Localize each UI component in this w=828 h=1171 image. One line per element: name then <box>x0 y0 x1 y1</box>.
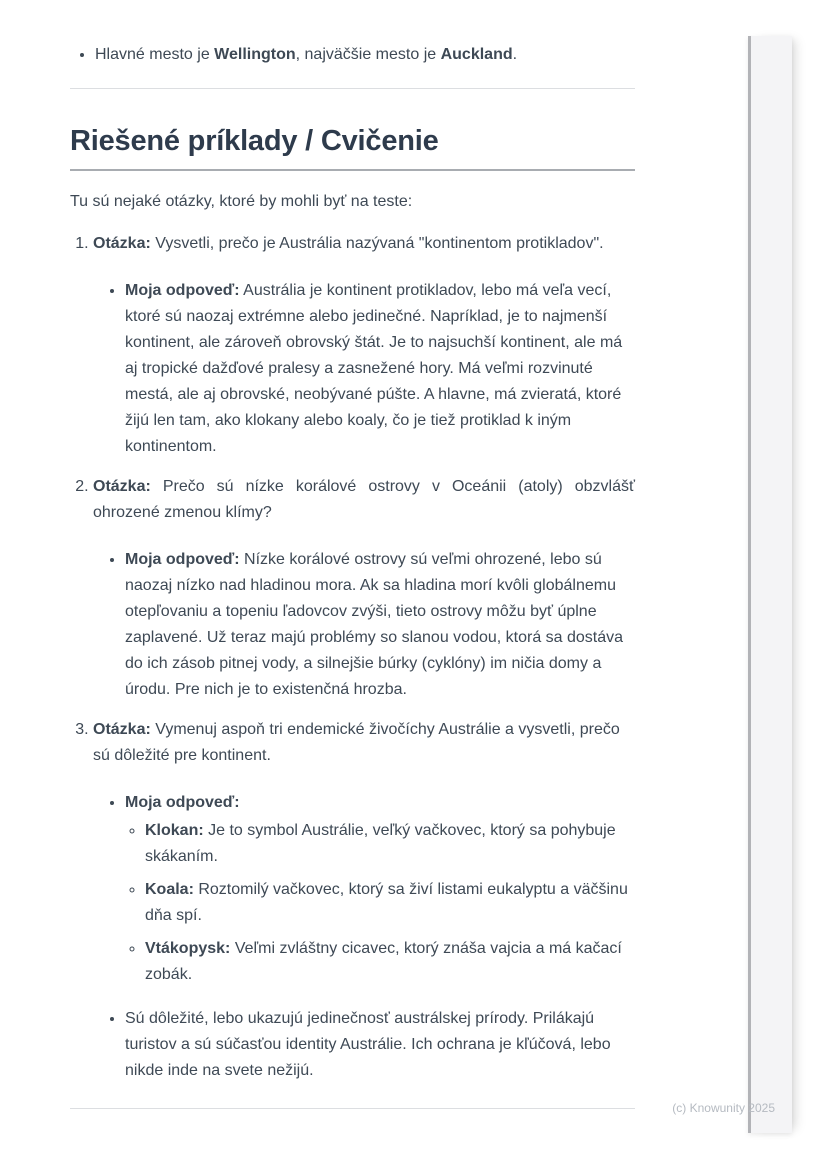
intro-list <box>70 42 635 68</box>
answer-list-1 <box>93 278 635 460</box>
sub-item-klokan-text: Je to symbol Austrálie, veľký vačkovec, ktorý sa pohybuje skákaním. <box>145 822 616 865</box>
document-content <box>70 0 635 1109</box>
section-divider-bottom <box>70 1108 635 1109</box>
answer-3-extra-text: Sú dôležité, lebo ukazujú jedinečnosť austrálskej prírody. Prilákajú turistov a sú súčasťou identity Austrálie. Ich ochrana je kľúčová, lebo nikde inde na svete nežijú. <box>125 1010 611 1079</box>
question-2-text: Prečo sú nízke korálové ostrovy v Oceánii (atoly) obzvlášť ohrozené zmenou klímy? <box>93 478 635 521</box>
term-largest-city: Auckland <box>440 46 513 63</box>
sub-item-koala-text: Roztomilý vačkovec, ktorý sa živí listami eukalyptu a väčšinu dňa spí. <box>145 881 628 924</box>
answer-item-2 <box>125 547 635 703</box>
sub-item-koala-label: Koala: <box>145 881 194 898</box>
answer-list-3 <box>93 790 635 1084</box>
answer-1-text: Austrália je kontinent protikladov, lebo má veľa vecí, ktoré sú naozaj extrémne alebo jedinečné. Napríklad, je to najmenší kontinent, ale zároveň obrovský štát. Je to najsuchší kontinent, ale má aj tropické dažďové pralesy a zasnežené hory. Má veľmi rozvinuté mestá, ale aj obrovské, neobývané púšte. A hlavne, má zvieratá, ktoré žijú len tam, ako klokany alebo koaly, čo je tiež protiklad k iným kontinentom. <box>125 282 623 455</box>
answer-3-label: Moja odpoveď: <box>125 794 240 811</box>
sub-item-klokan <box>145 818 635 870</box>
answer-item-1 <box>125 278 635 460</box>
animals-sub-list <box>125 818 635 988</box>
section-divider-top <box>70 88 635 89</box>
question-item-3 <box>93 717 635 1084</box>
term-capital-city: Wellington <box>214 46 296 63</box>
intro-text-mid: , najväčšie mesto je <box>295 46 441 63</box>
lead-paragraph: Tu sú nejaké otázky, ktoré by mohli byť na teste: <box>70 193 413 210</box>
answer-list-2 <box>93 547 635 703</box>
question-1-label: Otázka: <box>93 235 151 252</box>
answer-2-label: Moja odpoveď: <box>125 551 240 568</box>
sub-item-vtakopysk-text: Veľmi zvláštny cicavec, ktorý znáša vajcia a má kačací zobák. <box>145 940 622 983</box>
question-item-2 <box>93 474 635 703</box>
answer-1-label: Moja odpoveď: <box>125 282 240 299</box>
heading-underline <box>70 169 635 171</box>
answer-item-3 <box>125 790 635 988</box>
scrollbar[interactable] <box>748 36 792 1133</box>
question-item-1 <box>93 231 635 460</box>
sub-item-vtakopysk-label: Vtákopysk: <box>145 940 231 957</box>
copyright-footer: (c) Knowunity 2025 <box>672 1101 775 1115</box>
question-1-text: Vysvetli, prečo je Austrália nazývaná "kontinentom protikladov". <box>150 235 604 252</box>
intro-text-pre: Hlavné mesto je <box>95 46 215 63</box>
intro-list-item <box>95 42 635 68</box>
intro-text-end: . <box>512 46 518 63</box>
questions-list <box>70 231 635 1084</box>
page-title: Riešené príklady / Cvičenie <box>70 125 439 157</box>
sub-item-klokan-label: Klokan: <box>145 822 204 839</box>
sub-item-koala <box>145 877 635 929</box>
sub-item-vtakopysk <box>145 936 635 988</box>
question-3-text: Vymenuj aspoň tri endemické živočíchy Austrálie a vysvetli, prečo sú dôležité pre kontinent. <box>93 721 620 764</box>
answer-item-3-extra <box>125 1006 635 1084</box>
question-2-label: Otázka: <box>93 478 151 495</box>
answer-2-text: Nízke korálové ostrovy sú veľmi ohrozené, lebo sú naozaj nízko nad hladinou mora. Ak sa hladina morí kvôli globálnemu otepľovaniu a topeniu ľadovcov zvýši, tieto ostrovy môžu byť úplne zaplavené. Už teraz majú problémy so slanou vodou, ktorá sa dostáva do ich zásob pitnej vody, a silnejšie búrky (cyklóny) im ničia domy a úrodu. Pre nich je to existenčná hrozba. <box>125 551 624 698</box>
question-3-label: Otázka: <box>93 721 151 738</box>
